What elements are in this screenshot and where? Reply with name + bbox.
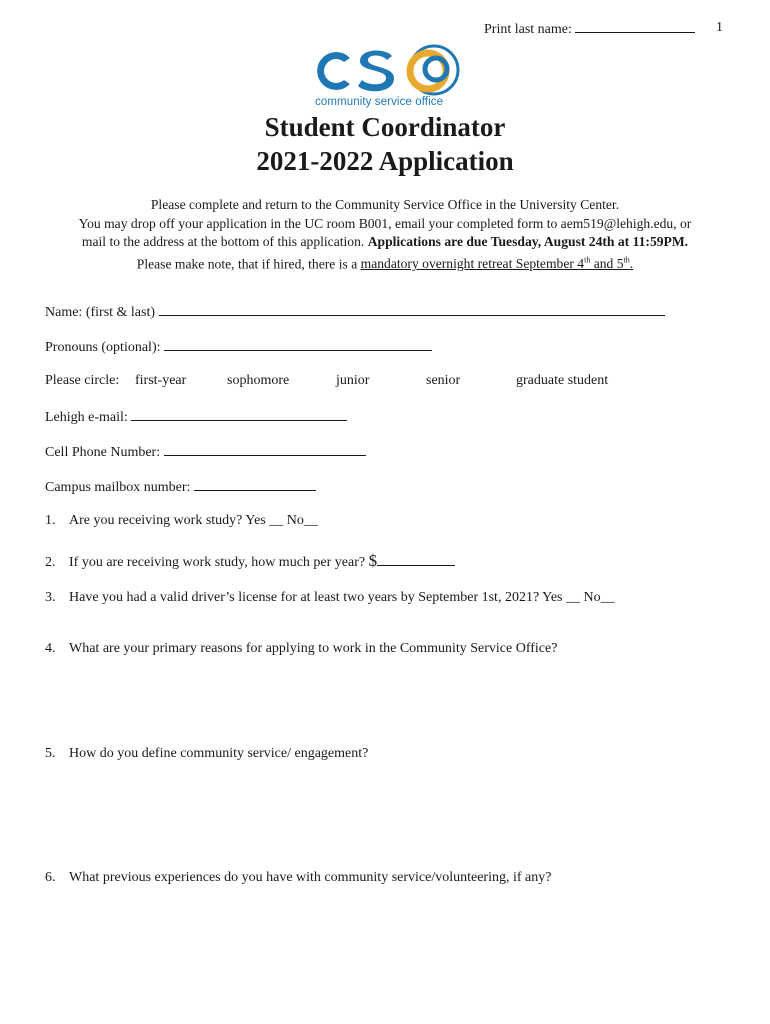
instructions-line-4 bbox=[0, 252, 770, 274]
question-number: 6. bbox=[45, 870, 56, 885]
email-field[interactable] bbox=[45, 408, 347, 426]
phone-label: Cell Phone Number: bbox=[45, 445, 161, 460]
question-text: What previous experiences do you have with community service/volunteering, if any? bbox=[69, 870, 552, 885]
mailbox-field[interactable] bbox=[45, 478, 316, 496]
question-text: Are you receiving work study? Yes __ No__ bbox=[69, 513, 318, 528]
instructions-line-1: Please complete and return to the Community Service Office in the University Center. bbox=[150, 197, 620, 212]
question-text: How do you define community service/ engagement? bbox=[69, 746, 369, 761]
instructions-paragraph bbox=[0, 196, 770, 274]
question-number: 1. bbox=[45, 513, 56, 528]
instructions-line-2: You may drop off your application in the UC room B001, email your completed form to aem519@lehigh.edu, or bbox=[78, 215, 692, 231]
email-line[interactable] bbox=[131, 408, 347, 421]
option-sophomore[interactable]: sophomore bbox=[227, 373, 290, 388]
pronouns-field[interactable] bbox=[45, 338, 432, 356]
question-number: 3. bbox=[45, 590, 56, 605]
amount-line[interactable] bbox=[377, 553, 455, 566]
option-first-year[interactable]: first-year bbox=[135, 373, 187, 388]
option-junior[interactable]: junior bbox=[336, 373, 370, 388]
question-number: 4. bbox=[45, 641, 56, 656]
phone-line[interactable] bbox=[164, 443, 366, 456]
circle-label: Please circle: bbox=[45, 373, 120, 388]
print-last-name-line[interactable] bbox=[575, 20, 695, 33]
option-senior[interactable]: senior bbox=[426, 373, 461, 388]
print-last-name-field[interactable] bbox=[484, 20, 695, 38]
retreat-end: . bbox=[629, 256, 634, 272]
mailbox-line[interactable] bbox=[194, 478, 316, 491]
question-2 bbox=[45, 551, 455, 571]
logo-tagline: community service office bbox=[315, 96, 444, 108]
dollar-sign: $ bbox=[368, 551, 378, 570]
question-number: 2. bbox=[45, 555, 56, 570]
question-6 bbox=[45, 870, 551, 886]
question-number: 5. bbox=[45, 746, 56, 761]
name-label: Name: (first & last) bbox=[45, 305, 156, 320]
page-number: 1 bbox=[716, 20, 723, 35]
retreat-notice bbox=[361, 256, 634, 271]
question-3 bbox=[45, 590, 615, 606]
retreat-notice-text: mandatory overnight retreat September 4 bbox=[360, 256, 585, 272]
instructions-line-3 bbox=[0, 233, 770, 252]
instructions-line-4-text: Please make note, that if hired, there is a bbox=[136, 256, 361, 272]
name-line[interactable] bbox=[159, 303, 665, 316]
mailbox-label: Campus mailbox number: bbox=[45, 480, 191, 495]
phone-field[interactable] bbox=[45, 443, 366, 461]
instructions-line-3-text: mail to the address at the bottom of this application. bbox=[81, 234, 368, 249]
question-5 bbox=[45, 746, 368, 762]
print-last-name-label: Print last name: bbox=[484, 22, 572, 37]
question-1 bbox=[45, 513, 318, 529]
question-4 bbox=[45, 641, 557, 657]
pronouns-line[interactable] bbox=[164, 338, 432, 351]
email-label: Lehigh e-mail: bbox=[45, 410, 128, 425]
due-date-notice: Applications are due Tuesday, August 24th at 11:59PM. bbox=[367, 234, 689, 249]
option-graduate-student[interactable]: graduate student bbox=[516, 373, 609, 388]
page-title-line-1: Student Coordinator bbox=[264, 112, 506, 142]
question-text: Have you had a valid driver’s license for at least two years by September 1st, 2021? Yes __ No__ bbox=[69, 590, 615, 605]
page-title-line-2: 2021-2022 Application bbox=[256, 146, 514, 176]
retreat-sup-1: th bbox=[584, 255, 591, 265]
question-text: If you are receiving work study, how much per year? bbox=[69, 555, 366, 570]
name-field[interactable] bbox=[45, 303, 665, 321]
pronouns-label: Pronouns (optional): bbox=[45, 340, 161, 355]
question-text: What are your primary reasons for applying to work in the Community Service Office? bbox=[69, 641, 558, 656]
retreat-sup-2: th bbox=[623, 255, 630, 265]
retreat-and: and 5 bbox=[590, 256, 624, 272]
